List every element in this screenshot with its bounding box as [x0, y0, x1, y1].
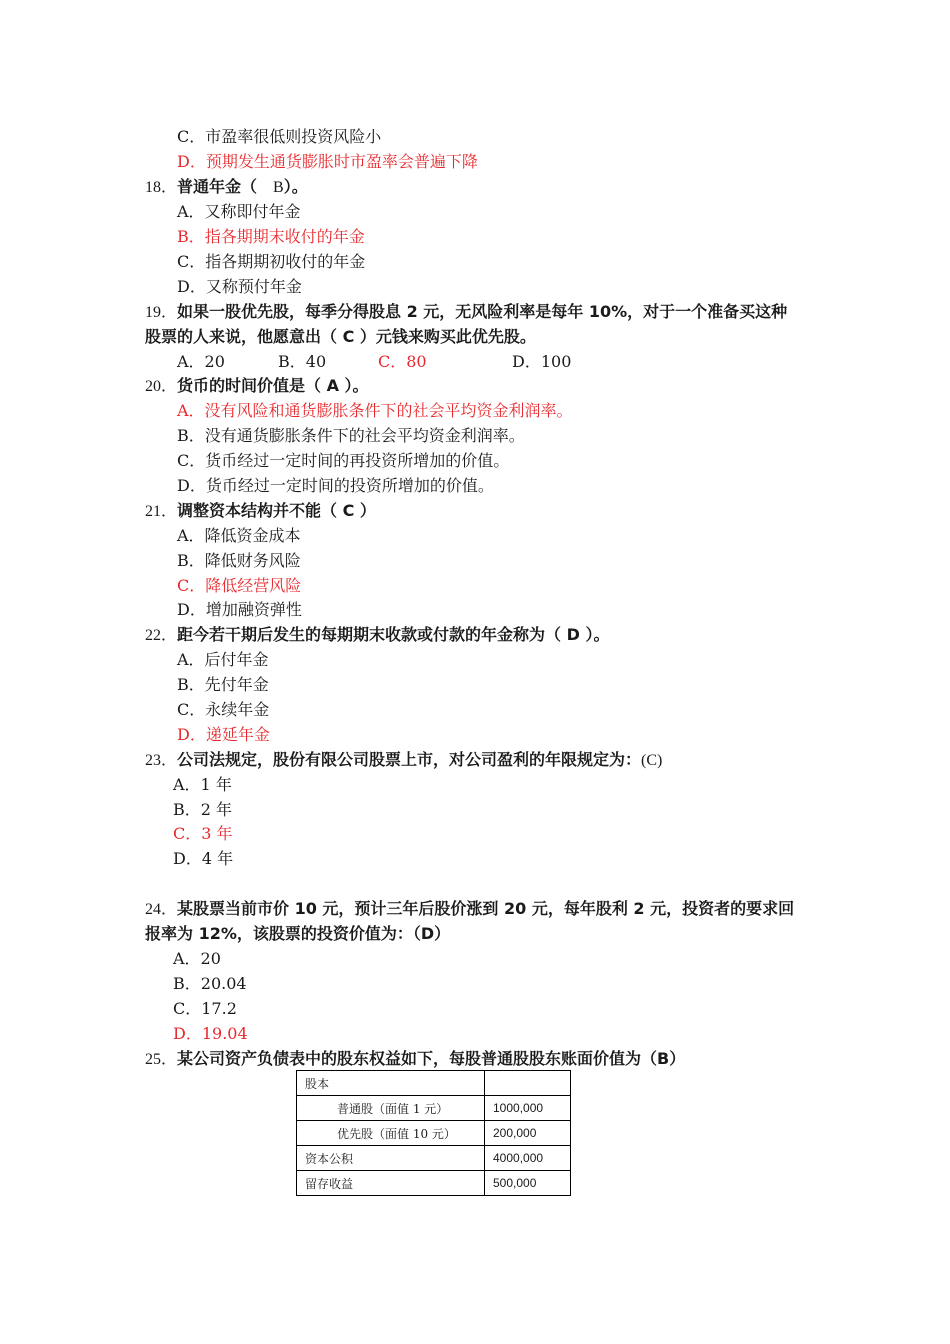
q23-number: 23． [145, 752, 178, 769]
q21-number: 21． [145, 503, 178, 520]
q21-stem [145, 498, 376, 524]
q23-option-c: C．3 年 [173, 824, 233, 843]
q18-option-c: C．指各期期初收付的年金 [177, 252, 366, 271]
q18-answer: B [257, 179, 284, 196]
q25-stem [145, 1046, 685, 1072]
q24-option-c: C．17.2 [173, 999, 237, 1018]
q19-option-d: D．100 [512, 352, 572, 371]
q24-stem-line1 [145, 896, 794, 922]
q23-stem [145, 747, 662, 773]
q20-option-b: B．没有通货膨胀条件下的社会平均资金利润率。 [177, 426, 525, 445]
q24-option-a: A．20 [173, 949, 221, 968]
q17-option-c: C．市盈率很低则投资风险小 [177, 127, 382, 146]
q20-number: 20． [145, 378, 178, 395]
table-cell-value: 500,000 [485, 1171, 571, 1196]
q21-option-b: B．降低财务风险 [177, 551, 301, 570]
q23-option-b: B．2 年 [173, 800, 233, 819]
q18-option-b: B．指各期期末收付的年金 [177, 227, 365, 246]
table-cell-value: 200,000 [485, 1121, 571, 1146]
q23-answer: (C) [641, 752, 663, 769]
q21-option-a: A．降低资金成本 [177, 526, 301, 545]
table-cell-value [485, 1071, 571, 1096]
q24-option-d: D．19.04 [173, 1024, 248, 1043]
table-row [297, 1071, 571, 1096]
equity-table [296, 1070, 571, 1196]
q23-text: 公司法规定，股份有限公司股票上市，对公司盈利的年限规定为： [177, 750, 642, 769]
table-row [297, 1171, 571, 1196]
q24-option-b: B．20.04 [173, 974, 247, 993]
table-cell-item: 股本 [297, 1071, 485, 1096]
q22-text: 距今若干期后发生的每期期末收款或付款的年金称为（ D ）。 [177, 625, 610, 644]
q22-option-d: D．递延年金 [177, 725, 270, 744]
q18-option-a: A．又称即付年金 [177, 202, 301, 221]
q18-number: 18． [145, 179, 178, 196]
q25-number: 25． [145, 1051, 178, 1068]
q19-text-line1: 如果一股优先股，每季分得股息 2 元，无风险利率是每年 10%，对于一个准备买这种 [177, 302, 788, 321]
q19-option-a: A．20 [177, 352, 225, 371]
table-row [297, 1096, 571, 1121]
q24-number: 24． [145, 901, 178, 918]
q24-text-line1: 某股票当前市价 10 元，预计三年后股价涨到 20 元，每年股利 2 元，投资者的要求回 [177, 899, 795, 918]
q22-number: 22． [145, 627, 178, 644]
q25-text: 某公司资产负债表中的股东权益如下，每股普通股股东账面价值为（B） [177, 1049, 686, 1068]
q20-option-c: C．货币经过一定时间的再投资所增加的价值。 [177, 451, 510, 470]
q18-option-d: D．又称预付年金 [177, 277, 302, 296]
q19-stem-line2 [145, 324, 536, 349]
q20-option-d: D．货币经过一定时间的投资所增加的价值。 [177, 476, 494, 495]
q22-option-a: A．后付年金 [177, 650, 269, 669]
table-cell-item: 留存收益 [297, 1171, 485, 1196]
q18-text-tail: ）。 [283, 177, 308, 196]
q22-stem [145, 622, 609, 648]
q20-stem [145, 373, 369, 399]
q17-option-d: D．预期发生通货膨胀时市盈率会普遍下降 [177, 152, 478, 171]
q19-number: 19． [145, 304, 178, 321]
q19-option-b: B．40 [278, 352, 327, 371]
table-cell-item: 资本公积 [297, 1146, 485, 1171]
q21-option-c: C．降低经营风险 [177, 576, 302, 595]
q20-text: 货币的时间价值是（ A ）。 [177, 376, 369, 395]
table-cell-item: 优先股（面值 10 元） [297, 1121, 485, 1146]
q23-option-d: D．4 年 [173, 849, 234, 868]
q24-stem-line2 [145, 921, 450, 946]
q18-text: 普通年金（ [177, 177, 258, 196]
q20-option-a: A．没有风险和通货膨胀条件下的社会平均资金利润率。 [177, 401, 573, 420]
table-row [297, 1146, 571, 1171]
q22-option-b: B．先付年金 [177, 675, 269, 694]
q22-option-c: C．永续年金 [177, 700, 270, 719]
q19-text-line2: 股票的人来说，他愿意出（ C ）元钱来购买此优先股。 [145, 327, 536, 346]
q19-option-c: C．80 [378, 352, 427, 371]
table-cell-value: 1000,000 [485, 1096, 571, 1121]
q21-option-d: D．增加融资弹性 [177, 600, 302, 619]
table-row [297, 1121, 571, 1146]
q18-stem [145, 174, 308, 200]
table-cell-item: 普通股（面值 1 元） [297, 1096, 485, 1121]
q21-text: 调整资本结构并不能（ C ） [177, 501, 376, 520]
table-cell-value: 4000,000 [485, 1146, 571, 1171]
q23-option-a: A．1 年 [173, 775, 232, 794]
q24-text-line2: 报率为 12%，该股票的投资价值为：（D） [145, 924, 451, 943]
q19-stem-line1 [145, 299, 787, 325]
